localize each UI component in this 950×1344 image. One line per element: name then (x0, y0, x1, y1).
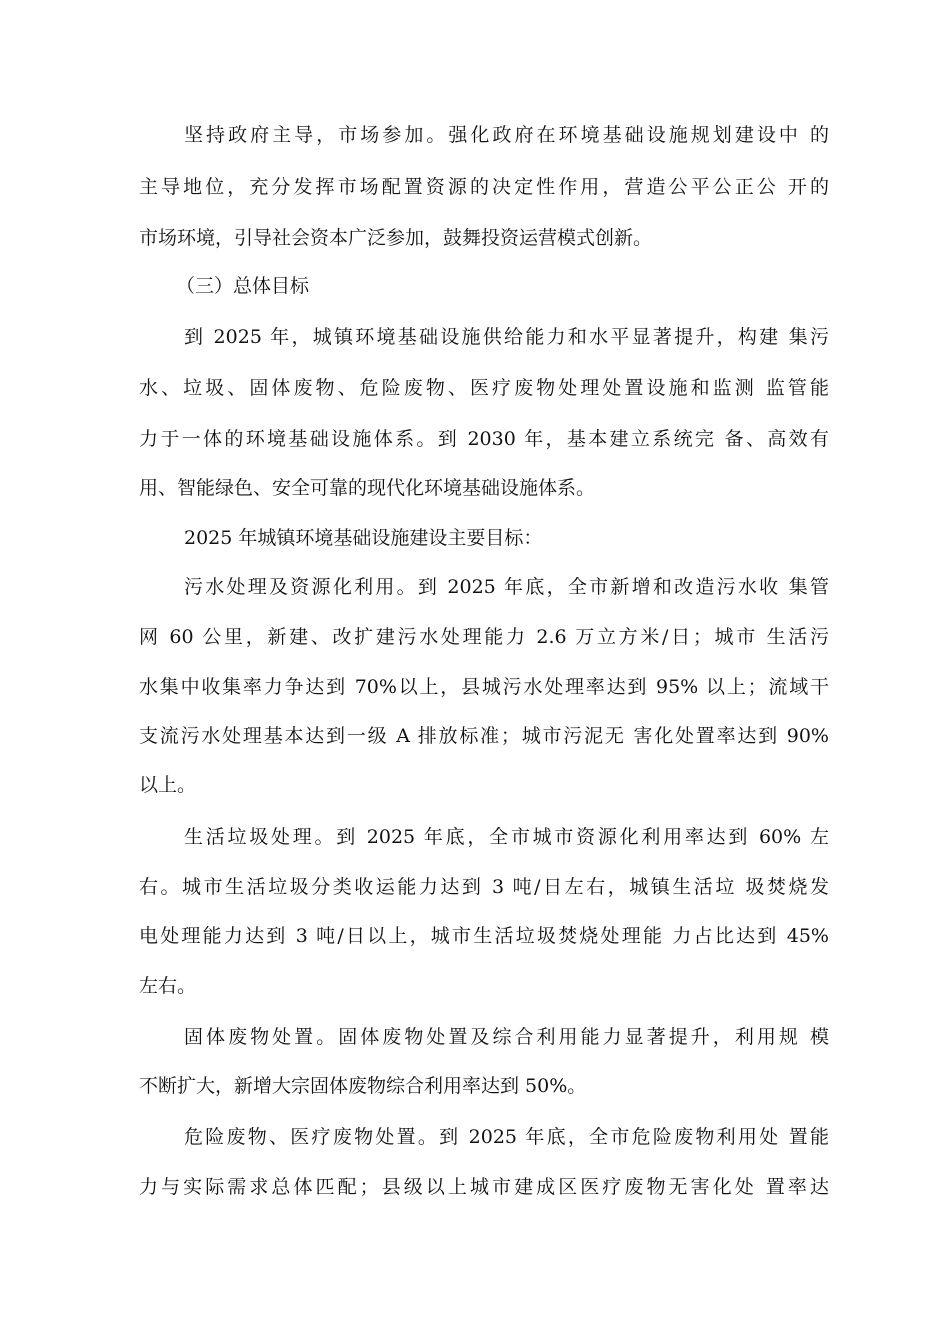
paragraph-line: 水集中收集率力争达到 70%以上，县城污水处理率达到 95% 以上；流域干 (139, 676, 829, 698)
paragraph-line: 水、垃圾、固体废物、危险废物、医疗废物处理处置设施和监测 监管能 (139, 377, 829, 399)
paragraph-line: 危险废物、医疗废物处置。到 2025 年底，全市危险废物利用处 置能 (184, 1126, 829, 1148)
paragraph-line: 污水处理及资源化利用。到 2025 年底，全市新增和改造污水收 集管 (184, 576, 829, 598)
paragraph-line: 2025 年城镇环境基础设施建设主要目标： (184, 527, 543, 549)
paragraph-line: 网 60 公里，新建、改扩建污水处理能力 2.6 万立方米/日；城市 生活污 (139, 626, 829, 648)
paragraph-line: 市场环境，引导社会资本广泛参加，鼓舞投资运营模式创新。 (139, 227, 653, 249)
paragraph-line: 主导地位，充分发挥市场配置资源的决定性作用，营造公平公正公 开的 (139, 176, 829, 198)
paragraph-line: 固体废物处置。固体废物处置及综合利用能力显著提升，利用规 模 (184, 1026, 829, 1048)
paragraph-line: 坚持政府主导，市场参加。强化政府在环境基础设施规划建设中 的 (184, 124, 829, 146)
paragraph-line: 以上。 (139, 774, 197, 796)
paragraph-line: 力于一体的环境基础设施体系。到 2030 年，基本建立系统完 备、高效有 (139, 428, 829, 450)
paragraph-line: 电处理能力达到 3 吨/日以上，城市生活垃圾焚烧处理能 力占比达到 45% (139, 925, 829, 947)
paragraph-line: 左右。 (139, 975, 197, 997)
paragraph-line: 力与实际需求总体匹配；县级以上城市建成区医疗废物无害化处 置率达 (139, 1176, 829, 1198)
paragraph-line: 右。城市生活垃圾分类收运能力达到 3 吨/日左右，城镇生活垃 圾焚烧发 (139, 876, 829, 898)
section-heading: （三）总体目标 (176, 275, 310, 297)
paragraph-line: 到 2025 年，城镇环境基础设施供给能力和水平显著提升，构建 集污 (184, 326, 829, 348)
paragraph-line: 用、智能绿色、安全可靠的现代化环境基础设施体系。 (139, 477, 596, 499)
paragraph-line: 生活垃圾处理。到 2025 年底，全市城市资源化利用率达到 60% 左 (184, 826, 829, 848)
paragraph-line: 不断扩大，新增大宗固体废物综合利用率达到 50%。 (139, 1075, 587, 1097)
paragraph-line: 支流污水处理基本达到一级 A 排放标准；城市污泥无 害化处置率达到 90% (139, 725, 829, 747)
